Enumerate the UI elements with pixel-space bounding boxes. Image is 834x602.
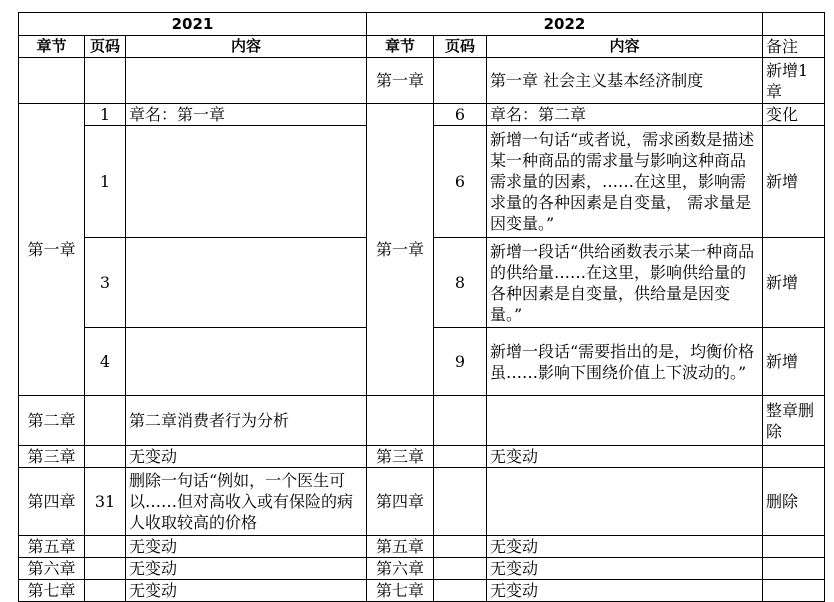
chapter-cell-2022: 第六章 bbox=[367, 558, 434, 580]
page-cell-2022: 6 bbox=[434, 126, 487, 238]
empty-cell bbox=[85, 446, 126, 468]
empty-cell bbox=[763, 580, 825, 602]
note-cell: 新增 bbox=[763, 126, 825, 238]
empty-cell bbox=[434, 536, 487, 558]
note-cell: 变化 bbox=[763, 104, 825, 126]
year-2022-header: 2022 bbox=[367, 13, 763, 36]
content-cell-2021 bbox=[126, 126, 367, 238]
empty-cell bbox=[85, 580, 126, 602]
content-cell-2022: 新增一段话“需要指出的是，均衡价格虽……影响下围绕价值上下波动的。” bbox=[487, 328, 763, 396]
empty-cell bbox=[85, 558, 126, 580]
table-row bbox=[19, 104, 825, 126]
comparison-table bbox=[18, 12, 825, 602]
content-cell-2021 bbox=[126, 328, 367, 396]
content-cell-2021: 删除一句话“例如，一个医生可以……但对高收入或有保险的病人收取较高的价格 bbox=[126, 468, 367, 536]
empty-cell bbox=[126, 58, 367, 104]
note-cell: 新增 bbox=[763, 238, 825, 328]
empty-cell bbox=[763, 446, 825, 468]
content-cell-2022: 新增一段话“供给函数表示某一种商品的供给量……在这里，影响供给量的各种因素是自变量，供给量是因变量。” bbox=[487, 238, 763, 328]
content-cell-2022: 章名：第二章 bbox=[487, 104, 763, 126]
year-2021-header: 2021 bbox=[19, 13, 367, 36]
page-header-2022: 页码 bbox=[434, 36, 487, 58]
chapter-cell-2022: 第四章 bbox=[367, 468, 434, 536]
empty-cell bbox=[434, 396, 487, 446]
content-cell-2022: 无变动 bbox=[487, 536, 763, 558]
chapter-cell-2022: 第七章 bbox=[367, 580, 434, 602]
page-cell-2021: 1 bbox=[85, 126, 126, 238]
content-cell-2021: 第二章消费者行为分析 bbox=[126, 396, 367, 446]
page-cell-2021: 4 bbox=[85, 328, 126, 396]
page-cell-2022: 9 bbox=[434, 328, 487, 396]
empty-cell bbox=[434, 558, 487, 580]
table-row bbox=[19, 468, 825, 536]
chapter-cell-2021: 第五章 bbox=[19, 536, 85, 558]
chapter-cell-2021: 第一章 bbox=[19, 104, 85, 396]
chapter-cell-2021: 第六章 bbox=[19, 558, 85, 580]
content-cell-2021: 章名：第一章 bbox=[126, 104, 367, 126]
empty-cell bbox=[434, 468, 487, 536]
content-cell-2022: 无变动 bbox=[487, 580, 763, 602]
table-row bbox=[19, 558, 825, 580]
note-cell: 新增 bbox=[763, 328, 825, 396]
empty-cell bbox=[487, 468, 763, 536]
content-cell-2021: 无变动 bbox=[126, 536, 367, 558]
chapter-cell-2021: 第二章 bbox=[19, 396, 85, 446]
empty-cell bbox=[85, 396, 126, 446]
chapter-cell-2021: 第四章 bbox=[19, 468, 85, 536]
page-cell-2021: 1 bbox=[85, 104, 126, 126]
table-row bbox=[19, 446, 825, 468]
table-row bbox=[19, 58, 825, 104]
content-cell-2021: 无变动 bbox=[126, 558, 367, 580]
content-cell-2022: 新增一句话“或者说，需求函数是描述某一种商品的需求量与影响这种商品需求量的因素，……在这里，影响需求量的各种因素是自变量， 需求量是因变量。” bbox=[487, 126, 763, 238]
column-header-row bbox=[19, 36, 825, 58]
empty-cell bbox=[763, 536, 825, 558]
empty-cell bbox=[85, 536, 126, 558]
page-cell-2021: 31 bbox=[85, 468, 126, 536]
year-header-row bbox=[19, 13, 825, 36]
empty-cell bbox=[367, 396, 434, 446]
page-cell-2022: 8 bbox=[434, 238, 487, 328]
content-cell-2022: 第一章 社会主义基本经济制度 bbox=[487, 58, 763, 104]
note-header: 备注 bbox=[763, 36, 825, 58]
empty-cell bbox=[85, 58, 126, 104]
chapter-cell-2022: 第三章 bbox=[367, 446, 434, 468]
table-row bbox=[19, 396, 825, 446]
note-cell: 整章删除 bbox=[763, 396, 825, 446]
content-header-2022: 内容 bbox=[487, 36, 763, 58]
content-header-2021: 内容 bbox=[126, 36, 367, 58]
content-cell-2022: 无变动 bbox=[487, 558, 763, 580]
page-header-2021: 页码 bbox=[85, 36, 126, 58]
chapter-cell-2022: 第一章 bbox=[367, 104, 434, 396]
table-row bbox=[19, 536, 825, 558]
page-cell-2021: 3 bbox=[85, 238, 126, 328]
chapter-cell-2022: 第五章 bbox=[367, 536, 434, 558]
empty-cell bbox=[19, 58, 85, 104]
content-cell-2021: 无变动 bbox=[126, 446, 367, 468]
table-row bbox=[19, 580, 825, 602]
empty-cell bbox=[763, 558, 825, 580]
empty-cell bbox=[434, 580, 487, 602]
chapter-header-2022: 章节 bbox=[367, 36, 434, 58]
empty-cell bbox=[487, 396, 763, 446]
chapter-header-2021: 章节 bbox=[19, 36, 85, 58]
content-cell-2021 bbox=[126, 238, 367, 328]
page-cell-2022: 6 bbox=[434, 104, 487, 126]
content-cell-2022: 无变动 bbox=[487, 446, 763, 468]
empty-cell bbox=[434, 58, 487, 104]
content-cell-2021: 无变动 bbox=[126, 580, 367, 602]
note-cell: 删除 bbox=[763, 468, 825, 536]
chapter-cell-2021: 第七章 bbox=[19, 580, 85, 602]
empty-cell bbox=[763, 13, 825, 36]
empty-cell bbox=[434, 446, 487, 468]
chapter-cell-2022: 第一章 bbox=[367, 58, 434, 104]
chapter-cell-2021: 第三章 bbox=[19, 446, 85, 468]
note-cell: 新增1章 bbox=[763, 58, 825, 104]
